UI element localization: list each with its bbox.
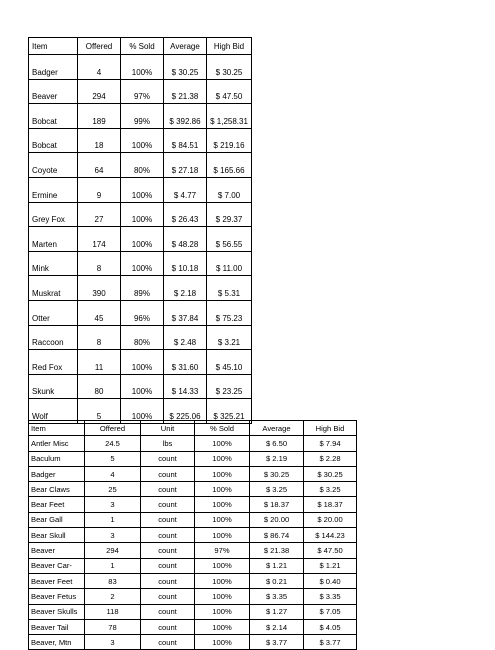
table-cell: $ 325.21	[207, 399, 252, 424]
table-cell: $ 29.37	[207, 202, 252, 227]
table-cell: $ 47.50	[304, 543, 357, 558]
table-cell: 8	[78, 251, 121, 276]
table-cell: Bear Skull	[29, 528, 85, 543]
table-cell: $ 3.25	[250, 482, 304, 497]
table-cell: $ 56.55	[207, 227, 252, 252]
table-cell: $ 11.00	[207, 251, 252, 276]
table-cell: $ 84.51	[164, 128, 207, 153]
table-cell: 100%	[121, 55, 164, 80]
table-cell: 100%	[121, 399, 164, 424]
table-body	[29, 436, 357, 650]
table-cell: 174	[78, 227, 121, 252]
table-cell: $ 37.84	[164, 300, 207, 325]
table-cell: count	[141, 528, 195, 543]
table-cell: 5	[78, 399, 121, 424]
table-cell: 100%	[195, 558, 250, 573]
table-cell: $ 2.14	[250, 619, 304, 634]
table-cell: count	[141, 604, 195, 619]
table-cell: 64	[78, 153, 121, 178]
table-row	[29, 350, 252, 375]
table-cell: 100%	[195, 482, 250, 497]
table-row	[29, 497, 357, 512]
table-cell: $ 7.00	[207, 177, 252, 202]
column-header: High Bid	[304, 421, 357, 436]
table-row	[29, 300, 252, 325]
column-header: Average	[164, 38, 207, 55]
table-row	[29, 276, 252, 301]
table-cell: 100%	[121, 350, 164, 375]
table-cell: Grey Fox	[29, 202, 78, 227]
table-cell: $ 7.05	[304, 604, 357, 619]
table-cell: 189	[78, 104, 121, 129]
table-header-row	[29, 421, 357, 436]
table-cell: $ 225.06	[164, 399, 207, 424]
table-cell: lbs	[141, 436, 195, 451]
table-cell: 78	[85, 619, 141, 634]
table-cell: $ 0.21	[250, 573, 304, 588]
table-cell: 1	[85, 558, 141, 573]
table-cell: Beaver, Mtn	[29, 635, 85, 650]
table-cell: Bear Feet	[29, 497, 85, 512]
table-cell: Beaver Feet	[29, 573, 85, 588]
table-cell: $ 1.21	[250, 558, 304, 573]
table-row	[29, 153, 252, 178]
table-cell: count	[141, 482, 195, 497]
table-cell: 1	[85, 512, 141, 527]
table-cell: count	[141, 573, 195, 588]
table-row	[29, 227, 252, 252]
fur-parts-sales-table	[28, 420, 357, 650]
table-cell: count	[141, 497, 195, 512]
table-cell: 80%	[121, 325, 164, 350]
column-header: Average	[250, 421, 304, 436]
table-cell: 100%	[195, 451, 250, 466]
table-cell: 100%	[195, 635, 250, 650]
column-header: High Bid	[207, 38, 252, 55]
table-cell: $ 1.21	[304, 558, 357, 573]
table-cell: $ 31.60	[164, 350, 207, 375]
table-row	[29, 128, 252, 153]
table-cell: 100%	[121, 227, 164, 252]
column-header: % Sold	[195, 421, 250, 436]
table-row	[29, 619, 357, 634]
table-cell: Badger	[29, 55, 78, 80]
table-cell: count	[141, 589, 195, 604]
table-cell: $ 2.19	[250, 451, 304, 466]
table-cell: 18	[78, 128, 121, 153]
table-row	[29, 466, 357, 481]
table-cell: Beaver Car-	[29, 558, 85, 573]
table-cell: $ 3.35	[250, 589, 304, 604]
table-cell: 25	[85, 482, 141, 497]
table-cell: $ 6.50	[250, 436, 304, 451]
table-row	[29, 635, 357, 650]
table-cell: $ 75.23	[207, 300, 252, 325]
column-header: Unit	[141, 421, 195, 436]
table-cell: 100%	[195, 573, 250, 588]
table-cell: count	[141, 619, 195, 634]
table-cell: $ 3.35	[304, 589, 357, 604]
table-cell: 80	[78, 374, 121, 399]
table-cell: 83	[85, 573, 141, 588]
table-cell: $ 18.37	[250, 497, 304, 512]
table-cell: 27	[78, 202, 121, 227]
column-header: Item	[29, 421, 85, 436]
table-cell: 96%	[121, 300, 164, 325]
table-cell: 97%	[121, 79, 164, 104]
table-cell: 97%	[195, 543, 250, 558]
table-cell: Wolf	[29, 399, 78, 424]
table-row	[29, 482, 357, 497]
column-header: Item	[29, 38, 78, 55]
table-cell: $ 47.50	[207, 79, 252, 104]
table-row	[29, 104, 252, 129]
table-cell: Ermine	[29, 177, 78, 202]
table-cell: 100%	[121, 128, 164, 153]
table-cell: $ 2.48	[164, 325, 207, 350]
table-cell: count	[141, 558, 195, 573]
table-cell: $ 3.25	[304, 482, 357, 497]
table-cell: $ 14.33	[164, 374, 207, 399]
table-cell: Bobcat	[29, 128, 78, 153]
table-cell: Raccoon	[29, 325, 78, 350]
table-cell: $ 20.00	[250, 512, 304, 527]
table-cell: Beaver Tail	[29, 619, 85, 634]
table-cell: Baculum	[29, 451, 85, 466]
table-cell: count	[141, 466, 195, 481]
table-cell: Badger	[29, 466, 85, 481]
table-cell: $ 86.74	[250, 528, 304, 543]
table-cell: $ 18.37	[304, 497, 357, 512]
table-cell: Bear Gall	[29, 512, 85, 527]
table-row	[29, 79, 252, 104]
table-cell: 80%	[121, 153, 164, 178]
table-cell: 89%	[121, 276, 164, 301]
column-header: Offered	[85, 421, 141, 436]
table-cell: Red Fox	[29, 350, 78, 375]
table-cell: 9	[78, 177, 121, 202]
table-cell: $ 48.28	[164, 227, 207, 252]
table-cell: Muskrat	[29, 276, 78, 301]
table-cell: $ 4.77	[164, 177, 207, 202]
table-row	[29, 436, 357, 451]
table-cell: $ 30.25	[304, 466, 357, 481]
table-cell: Antler Misc	[29, 436, 85, 451]
table-cell: Otter	[29, 300, 78, 325]
table-cell: Coyote	[29, 153, 78, 178]
table-cell: Beaver	[29, 79, 78, 104]
table-cell: 11	[78, 350, 121, 375]
table-cell: 5	[85, 451, 141, 466]
table-cell: Beaver	[29, 543, 85, 558]
table-cell: 100%	[121, 374, 164, 399]
table-cell: count	[141, 451, 195, 466]
table-row	[29, 251, 252, 276]
table-cell: $ 20.00	[304, 512, 357, 527]
table-row	[29, 177, 252, 202]
table-cell: $ 3.77	[250, 635, 304, 650]
table-row	[29, 543, 357, 558]
table-row	[29, 558, 357, 573]
table-cell: $ 144.23	[304, 528, 357, 543]
table-cell: 100%	[195, 619, 250, 634]
table-cell: $ 30.25	[164, 55, 207, 80]
table-cell: $ 7.94	[304, 436, 357, 451]
table-cell: count	[141, 543, 195, 558]
table-row	[29, 604, 357, 619]
table-cell: $ 45.10	[207, 350, 252, 375]
table-cell: 99%	[121, 104, 164, 129]
table-cell: Beaver Fetus	[29, 589, 85, 604]
column-header: % Sold	[121, 38, 164, 55]
table-cell: Mink	[29, 251, 78, 276]
table-cell: $ 21.38	[250, 543, 304, 558]
table-cell: count	[141, 512, 195, 527]
table-cell: $ 3.21	[207, 325, 252, 350]
column-header: Offered	[78, 38, 121, 55]
table-cell: 100%	[195, 589, 250, 604]
table-cell: $ 2.18	[164, 276, 207, 301]
table-cell: $ 4.05	[304, 619, 357, 634]
table-cell: $ 30.25	[250, 466, 304, 481]
table-cell: $ 219.16	[207, 128, 252, 153]
table-row	[29, 589, 357, 604]
table-row	[29, 202, 252, 227]
table-cell: 294	[85, 543, 141, 558]
table-cell: $ 10.18	[164, 251, 207, 276]
table-row	[29, 55, 252, 80]
table-cell: $ 0.40	[304, 573, 357, 588]
table-cell: 100%	[121, 251, 164, 276]
table-cell: 100%	[121, 202, 164, 227]
table-cell: 294	[78, 79, 121, 104]
table-row	[29, 374, 252, 399]
table-cell: 390	[78, 276, 121, 301]
table-cell: 100%	[195, 528, 250, 543]
table-row	[29, 528, 357, 543]
table-cell: 4	[85, 466, 141, 481]
table-cell: $ 2.28	[304, 451, 357, 466]
table-body	[29, 55, 252, 424]
table-cell: 3	[85, 528, 141, 543]
table-header-row	[29, 38, 252, 55]
table-cell: 100%	[195, 466, 250, 481]
table-cell: $ 30.25	[207, 55, 252, 80]
table-cell: Bobcat	[29, 104, 78, 129]
table-cell: $ 23.25	[207, 374, 252, 399]
table-row	[29, 512, 357, 527]
table-cell: $ 1,258.31	[207, 104, 252, 129]
table-cell: 118	[85, 604, 141, 619]
table-cell: $ 5.31	[207, 276, 252, 301]
table-cell: Bear Claws	[29, 482, 85, 497]
table-cell: 100%	[195, 604, 250, 619]
table-row	[29, 325, 252, 350]
table-cell: 45	[78, 300, 121, 325]
table-cell: 100%	[195, 512, 250, 527]
table-cell: 8	[78, 325, 121, 350]
table-cell: Marten	[29, 227, 78, 252]
table-cell: $ 392.86	[164, 104, 207, 129]
table-cell: Beaver Skulls	[29, 604, 85, 619]
table-cell: 2	[85, 589, 141, 604]
table-cell: $ 26.43	[164, 202, 207, 227]
table-cell: 24.5	[85, 436, 141, 451]
table-cell: 4	[78, 55, 121, 80]
table-cell: $ 27.18	[164, 153, 207, 178]
table-cell: 3	[85, 635, 141, 650]
table-cell: 100%	[195, 436, 250, 451]
table-cell: $ 165.66	[207, 153, 252, 178]
table-cell: 100%	[195, 497, 250, 512]
fur-sales-summary-table	[28, 37, 252, 424]
table-row	[29, 451, 357, 466]
table-cell: $ 21.38	[164, 79, 207, 104]
table-cell: count	[141, 635, 195, 650]
table-cell: $ 1.27	[250, 604, 304, 619]
table-cell: 100%	[121, 177, 164, 202]
table-cell: $ 3.77	[304, 635, 357, 650]
table-row	[29, 573, 357, 588]
table-cell: 3	[85, 497, 141, 512]
table-cell: Skunk	[29, 374, 78, 399]
